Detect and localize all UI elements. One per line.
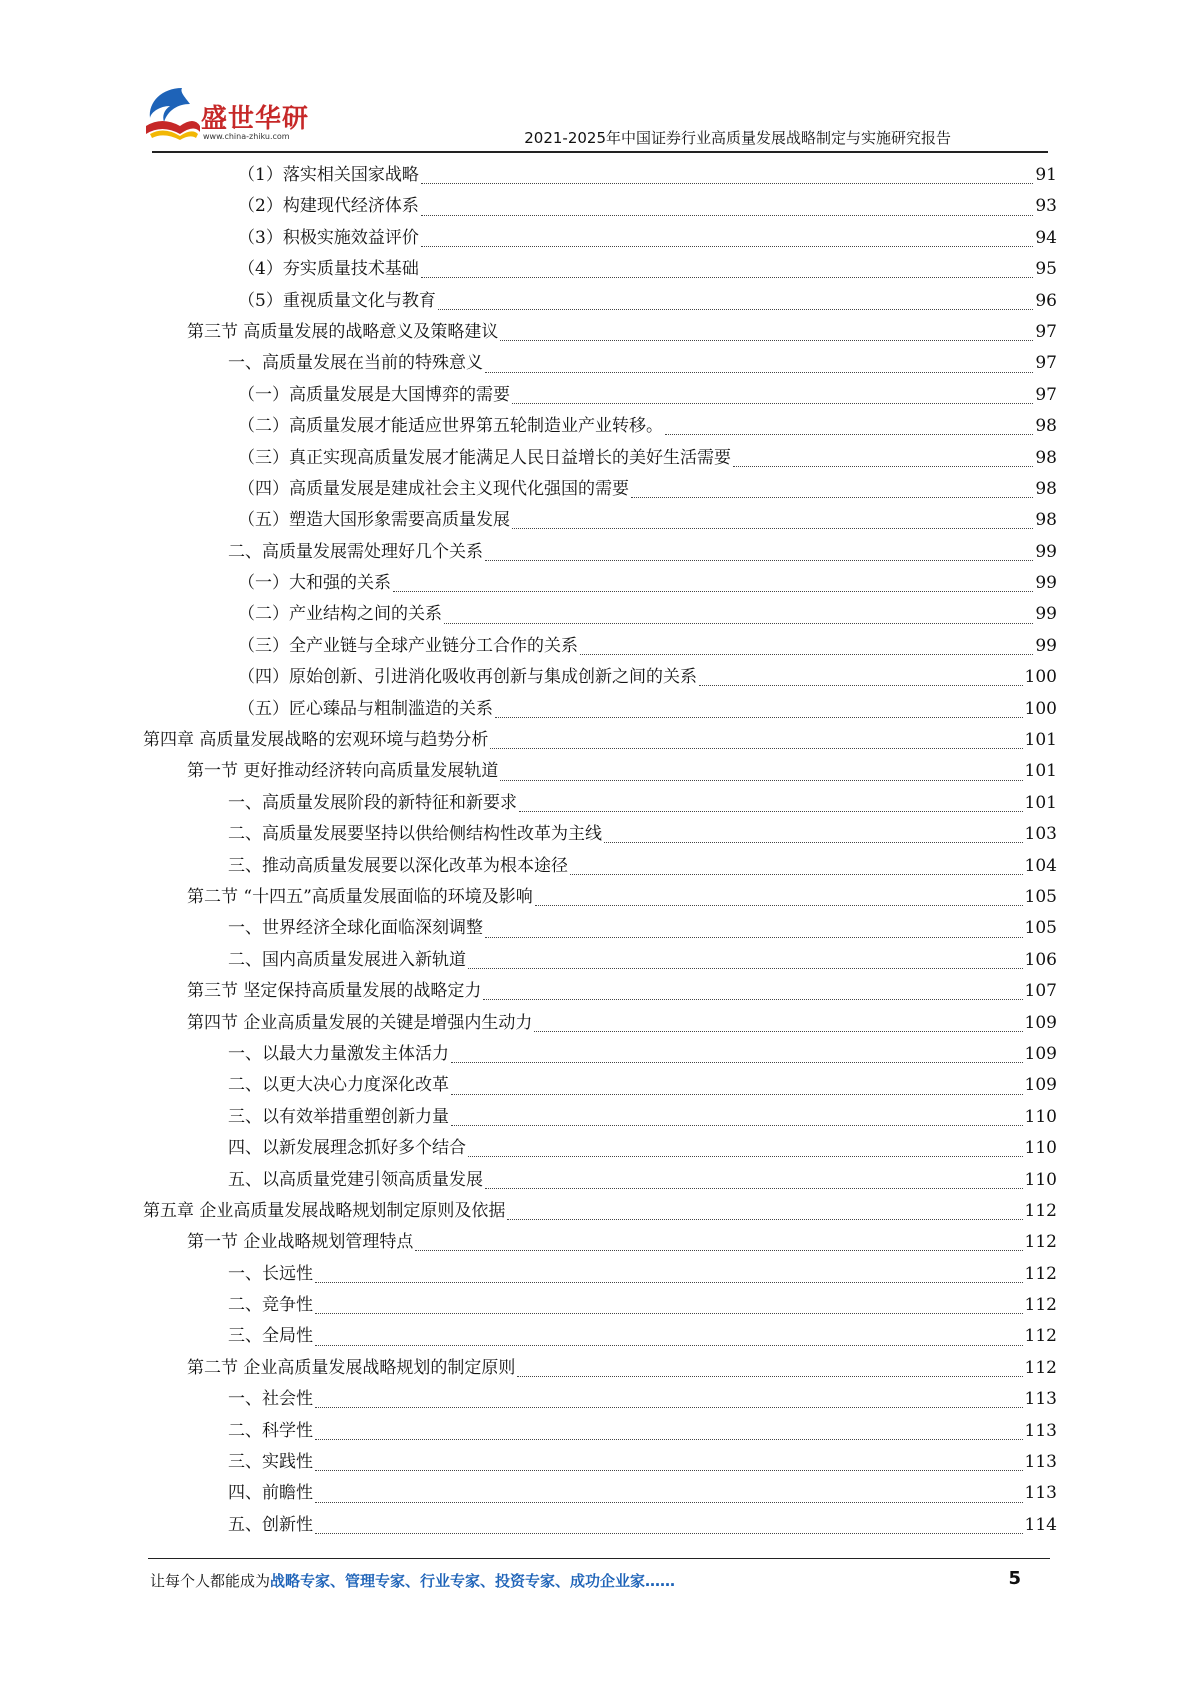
toc-entry-title: （4）夯实质量技术基础 [238, 259, 419, 280]
toc-entry[interactable] [143, 1039, 1057, 1070]
toc-entry-title: （二）产业结构之间的关系 [238, 604, 442, 625]
header-divider [152, 151, 1048, 153]
toc-entry-title: 第四章 高质量发展战略的宏观环境与趋势分析 [143, 730, 489, 751]
toc-entry[interactable] [143, 1196, 1057, 1227]
toc-leader-dots [580, 654, 1033, 655]
toc-leader-dots [512, 528, 1033, 529]
toc-entry-page: 112 [1024, 1357, 1057, 1378]
toc-leader-dots [535, 905, 1023, 906]
toc-entry-title: 四、前瞻性 [228, 1483, 313, 1504]
toc-leader-dots [438, 309, 1034, 310]
toc-entry-title: 第二节 “十四五”高质量发展面临的环境及影响 [187, 886, 533, 907]
toc-entry[interactable] [143, 254, 1057, 285]
toc-leader-dots [421, 215, 1034, 216]
toc-entry[interactable] [143, 568, 1057, 599]
toc-entry-title: 一、社会性 [228, 1389, 313, 1410]
toc-entry-title: 第一节 企业战略规划管理特点 [187, 1232, 414, 1253]
toc-entry[interactable] [143, 851, 1057, 882]
toc-entry[interactable] [143, 1384, 1057, 1415]
toc-entry[interactable] [143, 537, 1057, 568]
toc-entry[interactable] [143, 631, 1057, 662]
toc-leader-dots [534, 1031, 1022, 1032]
toc-leader-dots [421, 183, 1034, 184]
toc-entry-title: 第三节 高质量发展的战略意义及策略建议 [187, 321, 499, 342]
toc-leader-dots [495, 717, 1023, 718]
toc-entry-page: 109 [1024, 1012, 1057, 1033]
toc-leader-dots [451, 1062, 1023, 1063]
toc-leader-dots [315, 1345, 1023, 1346]
brand-url: www.china-zhiku.com [203, 132, 290, 141]
toc-entry[interactable] [143, 1353, 1057, 1384]
brand-name: 盛世华研 [201, 104, 310, 134]
toc-entry-page: 98 [1035, 478, 1057, 499]
toc-entry-page: 94 [1035, 227, 1057, 248]
toc-entry-page: 98 [1035, 447, 1057, 468]
toc-entry-title: （2）构建现代经济体系 [238, 196, 419, 217]
page-number: 5 [1008, 1568, 1021, 1589]
toc-entry-title: 三、以有效举措重塑创新力量 [228, 1106, 449, 1127]
toc-entry[interactable] [143, 756, 1057, 787]
toc-entry[interactable] [143, 662, 1057, 693]
footer-slogan-highlight: 战略专家、管理专家、行业专家、投资专家、成功企业家…… [270, 1572, 676, 1590]
toc-entry-title: 三、全局性 [228, 1326, 313, 1347]
toc-entry-page: 105 [1024, 886, 1057, 907]
toc-entry-title: 四、以新发展理念抓好多个结合 [228, 1138, 466, 1159]
toc-entry-page: 97 [1035, 321, 1057, 342]
toc-entry-title: 五、创新性 [228, 1514, 313, 1535]
toc-entry-page: 99 [1035, 541, 1057, 562]
toc-leader-dots [315, 1407, 1023, 1408]
toc-leader-dots [519, 811, 1023, 812]
toc-leader-dots [483, 999, 1022, 1000]
toc-entry-title: 第三节 坚定保持高质量发展的战略定力 [187, 981, 482, 1002]
toc-leader-dots [512, 403, 1033, 404]
toc-entry[interactable] [143, 725, 1057, 756]
toc-leader-dots [507, 1219, 1022, 1220]
toc-entry[interactable] [143, 191, 1057, 222]
toc-leader-dots [570, 874, 1023, 875]
toc-entry[interactable] [143, 1070, 1057, 1101]
toc-leader-dots [451, 1125, 1023, 1126]
toc-entry-page: 101 [1024, 792, 1057, 813]
toc-leader-dots [315, 1439, 1023, 1440]
toc-entry[interactable] [143, 1227, 1057, 1258]
toc-leader-dots [415, 1250, 1022, 1251]
toc-entry[interactable] [143, 913, 1057, 944]
toc-entry-title: 一、高质量发展在当前的特殊意义 [228, 353, 483, 374]
toc-entry[interactable] [143, 1447, 1057, 1478]
toc-entry-page: 95 [1035, 259, 1057, 280]
toc-entry-page: 100 [1024, 698, 1057, 719]
toc-leader-dots [315, 1313, 1023, 1314]
toc-entry[interactable] [143, 474, 1057, 505]
toc-entry-title: （四）高质量发展是建成社会主义现代化强国的需要 [238, 478, 629, 499]
toc-entry[interactable] [143, 160, 1057, 191]
toc-entry-title: （五）塑造大国形象需要高质量发展 [238, 510, 510, 531]
toc-leader-dots [733, 466, 1033, 467]
toc-entry[interactable] [143, 1259, 1057, 1290]
toc-entry[interactable] [143, 1008, 1057, 1039]
toc-entry[interactable] [143, 443, 1057, 474]
toc-entry-page: 113 [1024, 1420, 1057, 1441]
toc-entry[interactable] [143, 945, 1057, 976]
toc-leader-dots [468, 1156, 1023, 1157]
toc-entry-page: 110 [1024, 1106, 1057, 1127]
toc-entry-title: 三、推动高质量发展要以深化改革为根本途径 [228, 855, 568, 876]
toc-leader-dots [665, 434, 1033, 435]
toc-leader-dots [490, 748, 1022, 749]
toc-leader-dots [485, 1188, 1023, 1189]
toc-leader-dots [485, 560, 1033, 561]
toc-entry[interactable] [143, 819, 1057, 850]
toc-entry[interactable] [143, 1321, 1057, 1352]
toc-entry-page: 101 [1024, 730, 1057, 751]
toc-entry-page: 110 [1024, 1169, 1057, 1190]
toc-entry-title: （1）落实相关国家战略 [238, 165, 419, 185]
toc-entry-page: 99 [1035, 573, 1057, 594]
toc-entry-page: 103 [1024, 824, 1057, 845]
report-title: 2021-2025年中国证券行业高质量发展战略制定与实施研究报告 [524, 129, 951, 147]
toc-entry-page: 97 [1035, 353, 1057, 374]
toc-entry-title: （五）匠心臻品与粗制滥造的关系 [238, 698, 493, 719]
toc-entry-page: 100 [1024, 667, 1057, 688]
toc-leader-dots [699, 685, 1023, 686]
toc-leader-dots [393, 591, 1033, 592]
toc-entry-title: 一、以最大力量激发主体活力 [228, 1043, 449, 1064]
toc-leader-dots [315, 1533, 1023, 1534]
toc-entry[interactable] [143, 788, 1057, 819]
toc-entry-page: 109 [1024, 1075, 1057, 1096]
toc-entry[interactable] [143, 882, 1057, 913]
toc-leader-dots [421, 246, 1034, 247]
toc-entry-title: （三）真正实现高质量发展才能满足人民日益增长的美好生活需要 [238, 447, 731, 468]
toc-entry[interactable] [143, 1416, 1057, 1447]
toc-entry[interactable] [143, 599, 1057, 630]
toc-entry-title: （三）全产业链与全球产业链分工合作的关系 [238, 635, 578, 656]
toc-entry-title: 第四节 企业高质量发展的关键是增强内生动力 [187, 1012, 533, 1033]
table-of-contents [143, 160, 1057, 1541]
toc-entry[interactable] [143, 317, 1057, 348]
toc-entry-page: 112 [1024, 1295, 1057, 1316]
toc-entry-page: 110 [1024, 1138, 1057, 1159]
toc-entry[interactable] [143, 286, 1057, 317]
toc-entry-title: 二、国内高质量发展进入新轨道 [228, 949, 466, 970]
toc-entry[interactable] [143, 1165, 1057, 1196]
toc-entry[interactable] [143, 1102, 1057, 1133]
toc-leader-dots [315, 1282, 1023, 1283]
toc-entry-title: （二）高质量发展才能适应世界第五轮制造业产业转移。 [238, 416, 663, 437]
toc-entry-title: 二、科学性 [228, 1420, 313, 1441]
toc-entry-page: 112 [1024, 1326, 1057, 1347]
toc-entry-page: 106 [1024, 949, 1057, 970]
toc-entry-page: 93 [1035, 196, 1057, 217]
toc-entry-title: 第二节 企业高质量发展战略规划的制定原则 [187, 1357, 516, 1378]
toc-entry-title: （四）原始创新、引进消化吸收再创新与集成创新之间的关系 [238, 667, 697, 688]
toc-entry-page: 96 [1035, 290, 1057, 311]
toc-entry-title: （一）高质量发展是大国博弈的需要 [238, 384, 510, 405]
toc-entry-page: 113 [1024, 1452, 1057, 1473]
toc-leader-dots [451, 1094, 1023, 1095]
toc-entry-page: 107 [1024, 981, 1057, 1002]
toc-entry[interactable] [143, 380, 1057, 411]
toc-entry-title: 二、高质量发展需处理好几个关系 [228, 541, 483, 562]
toc-entry-title: 三、实践性 [228, 1452, 313, 1473]
toc-entry-page: 97 [1035, 384, 1057, 405]
toc-entry-page: 112 [1024, 1263, 1057, 1284]
footer-divider [148, 1558, 1050, 1559]
toc-entry-page: 104 [1024, 855, 1057, 876]
toc-entry[interactable] [143, 1510, 1057, 1541]
toc-entry-page: 112 [1024, 1232, 1057, 1253]
toc-entry-title: 一、世界经济全球化面临深刻调整 [228, 918, 483, 939]
toc-entry[interactable] [143, 348, 1057, 379]
toc-entry-title: 二、高质量发展要坚持以供给侧结构性改革为主线 [228, 824, 602, 845]
toc-entry-title: 五、以高质量党建引领高质量发展 [228, 1169, 483, 1190]
toc-entry-page: 109 [1024, 1043, 1057, 1064]
toc-leader-dots [315, 1502, 1023, 1503]
toc-entry-title: 第一节 更好推动经济转向高质量发展轨道 [187, 761, 499, 782]
toc-entry[interactable] [143, 1290, 1057, 1321]
toc-leader-dots [485, 937, 1023, 938]
toc-leader-dots [517, 1376, 1022, 1377]
toc-entry-title: 一、高质量发展阶段的新特征和新要求 [228, 792, 517, 813]
toc-entry[interactable] [143, 1478, 1057, 1509]
toc-leader-dots [500, 340, 1033, 341]
toc-leader-dots [444, 623, 1033, 624]
toc-entry-title: 一、长远性 [228, 1263, 313, 1284]
toc-leader-dots [631, 497, 1033, 498]
toc-entry-title: （一）大和强的关系 [238, 573, 391, 594]
toc-entry-page: 99 [1035, 635, 1057, 656]
toc-entry[interactable] [143, 1133, 1057, 1164]
toc-entry-page: 113 [1024, 1483, 1057, 1504]
toc-leader-dots [604, 842, 1023, 843]
footer-slogan [150, 1570, 675, 1591]
toc-leader-dots [485, 372, 1033, 373]
toc-entry-title: 二、竞争性 [228, 1295, 313, 1316]
toc-entry[interactable] [143, 505, 1057, 536]
toc-entry-page: 98 [1035, 510, 1057, 531]
toc-entry-title: （3）积极实施效益评价 [238, 227, 419, 248]
toc-leader-dots [421, 277, 1034, 278]
toc-entry-page: 99 [1035, 604, 1057, 625]
toc-entry[interactable] [143, 976, 1057, 1007]
toc-entry-page: 105 [1024, 918, 1057, 939]
toc-entry-title: 二、以更大决心力度深化改革 [228, 1075, 449, 1096]
toc-entry-title: （5）重视质量文化与教育 [238, 290, 436, 311]
toc-entry-title: 第五章 企业高质量发展战略规划制定原则及依据 [143, 1200, 506, 1221]
toc-entry[interactable] [143, 694, 1057, 725]
footer-slogan-prefix: 让每个人都能成为 [150, 1572, 271, 1590]
toc-entry[interactable] [143, 223, 1057, 254]
toc-leader-dots [315, 1470, 1023, 1471]
toc-leader-dots [468, 968, 1023, 969]
toc-entry-page: 112 [1024, 1200, 1057, 1221]
toc-entry-page: 91 [1035, 165, 1057, 185]
toc-entry-page: 101 [1024, 761, 1057, 782]
toc-entry-page: 98 [1035, 416, 1057, 437]
toc-entry[interactable] [143, 411, 1057, 442]
toc-leader-dots [500, 780, 1022, 781]
toc-entry-page: 113 [1024, 1389, 1057, 1410]
toc-entry-page: 114 [1024, 1514, 1057, 1535]
